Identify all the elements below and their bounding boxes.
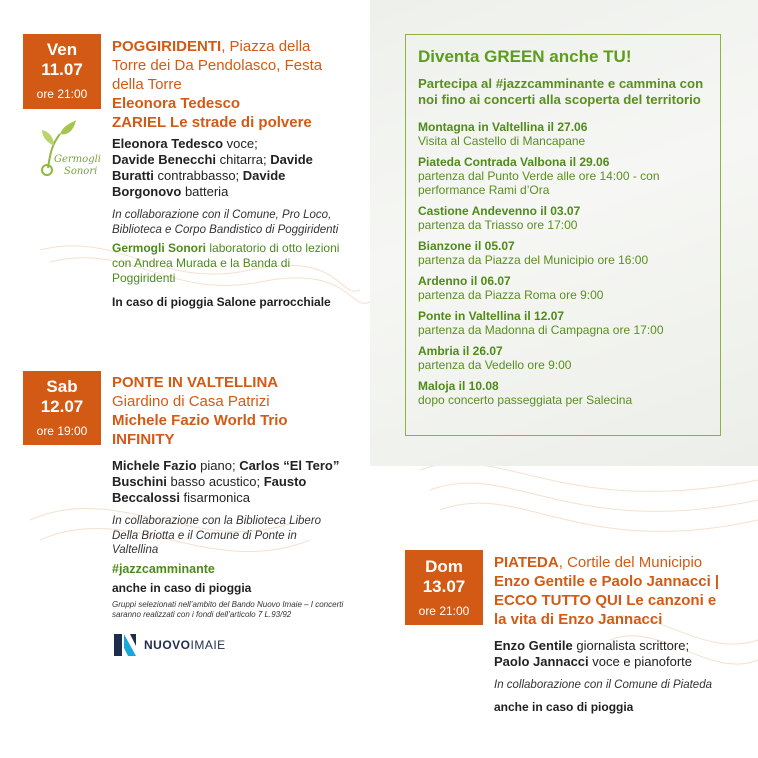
- event-performers: [112, 136, 344, 200]
- walk-place: Ponte in Valtellina il 12.07: [418, 309, 565, 323]
- performer-name: Eleonora Tedesco: [112, 136, 224, 151]
- event-title: Enzo Gentile e Paolo Jannacci | ECCO TUTTO QUI Le canzoni e la vita di Enzo Jannacci: [494, 573, 720, 628]
- walk-desc: Visita al Castello di Mancapane: [418, 134, 586, 148]
- event-venue: Giardino di Casa Patrizi: [112, 393, 270, 410]
- event-town: PIATEDA: [494, 554, 559, 571]
- event-date: 12.07: [40, 397, 84, 416]
- walk-desc: dopo concerto passeggiata per Salecina: [418, 393, 633, 407]
- nuovo-bold: NUOVO: [144, 638, 191, 652]
- performer-name: Fausto Beccalossi: [112, 474, 307, 505]
- walk-place: Montagna in Valtellina il 27.06: [418, 120, 588, 134]
- performer-name: Carlos “El Tero” Buschini: [112, 458, 340, 489]
- walk-desc: partenza da Triasso ore 17:00: [418, 218, 578, 232]
- event-green-note: [112, 241, 344, 286]
- performer-role: voce;: [223, 136, 258, 151]
- performer-name: Enzo Gentile: [494, 638, 573, 653]
- performer-role: giornalista scrittore;: [572, 638, 690, 653]
- performer-name: Michele Fazio: [112, 458, 197, 473]
- event-collaboration: In collaborazione con il Comune, Pro Loco, Biblioteca e Corpo Bandistico di Poggiridenti: [112, 209, 339, 236]
- walk-item: [418, 239, 710, 267]
- event-time: ore 21:00: [418, 604, 470, 618]
- green-box-title: Diventa GREEN anche TU!: [418, 47, 632, 66]
- walk-place: Ambria il 26.07: [418, 344, 503, 358]
- walk-item: [418, 120, 710, 148]
- walk-desc: partenza da Piazza Roma ore 9:00: [418, 288, 604, 302]
- walk-item: [418, 274, 710, 302]
- event-day: Ven: [46, 40, 78, 59]
- germogli-line1: Germogli: [54, 154, 101, 165]
- event-town: POGGIRIDENTI: [112, 38, 222, 55]
- event-date: 11.07: [41, 60, 83, 79]
- event-hashtag: #jazzcamminante: [112, 561, 215, 576]
- green-box-intro: Partecipa al #jazzcamminante e cammina con noi fino ai concerti alla scoperta del territorio: [418, 76, 704, 107]
- event-place: [494, 553, 722, 572]
- event-date: 13.07: [422, 577, 466, 596]
- walk-place: Maloja il 10.08: [418, 379, 499, 393]
- event-funding-note: Gruppi selezionati nell’ambito del Bando Nuovo Imaie – I concerti saranno realizzati con i fondi dell’articolo 7 L.93/92: [112, 599, 344, 619]
- performer-name: Paolo Jannacci: [494, 654, 589, 669]
- walk-desc: partenza da Piazza del Municipio ore 16:00: [418, 253, 649, 267]
- performer-role: chitarra;: [216, 152, 271, 167]
- nuovo-rest: IMAIE: [190, 638, 226, 652]
- walk-desc: partenza dal Punto Verde alle ore 14:00 - con performance Rami d’Ora: [418, 169, 660, 197]
- walk-desc: partenza da Madonna di Campagna ore 17:00: [418, 323, 664, 337]
- walk-item: [418, 204, 710, 232]
- date-badge-event-1: [23, 34, 101, 109]
- event-rain-note: In caso di pioggia Salone parrocchiale: [112, 295, 331, 309]
- event-performers: [112, 458, 344, 506]
- event-venue: , Cortile del Municipio: [558, 554, 703, 571]
- event-2: [112, 373, 344, 620]
- germogli-line2: Sonori: [64, 166, 98, 177]
- event-rain-note: anche in caso di pioggia: [494, 699, 634, 714]
- event-title: Michele Fazio World Trio INFINITY: [112, 412, 288, 448]
- walk-place: Bianzone il 05.07: [418, 239, 515, 253]
- performer-name: Davide Borgonovo: [112, 168, 286, 199]
- event-place: [112, 37, 344, 94]
- event-artist: Eleonora Tedesco: [112, 95, 241, 112]
- nuovo-imaie-mark: [112, 632, 138, 658]
- event-3: [494, 553, 722, 715]
- walk-item: [418, 309, 710, 337]
- event-collaboration: In collaborazione con il Comune di Piateda: [494, 679, 712, 691]
- walk-place: Castione Andevenno il 03.07: [418, 204, 581, 218]
- date-badge-event-2: [23, 371, 101, 445]
- performer-name: Davide Benecchi: [112, 152, 217, 167]
- event-time: ore 19:00: [36, 424, 88, 438]
- event-day: Dom: [425, 557, 463, 576]
- event-place: [112, 373, 344, 392]
- event-town: PONTE IN VALTELLINA: [112, 374, 279, 391]
- event-rain-note: anche in caso di pioggia: [112, 580, 252, 595]
- walk-item: [418, 379, 710, 407]
- walk-list: [418, 120, 710, 407]
- green-initiative-box: [405, 34, 721, 436]
- walk-item: [418, 344, 710, 372]
- performer-role: piano;: [196, 458, 240, 473]
- performer-role: contrabbasso;: [153, 168, 243, 183]
- walk-place: Ardenno il 06.07: [418, 274, 511, 288]
- event-venue: , Piazza della Torre dei Da Pendolasco, Festa della Torre: [112, 38, 323, 93]
- performer-name: Davide Buratti: [112, 152, 313, 183]
- event-1: [112, 37, 344, 310]
- germogli-sonori-logo: [34, 118, 101, 180]
- green-project-name: Germogli Sonori: [112, 241, 207, 255]
- performer-role: batteria: [181, 184, 229, 199]
- performer-role: fisarmonica: [179, 490, 251, 505]
- event-collaboration: In collaborazione con la Biblioteca Libero Della Briotta e il Comune di Ponte in Valtellina: [112, 515, 322, 556]
- event-day: Sab: [46, 377, 78, 396]
- nuovo-imaie-logo: [112, 632, 226, 658]
- event-title: ZARIEL Le strade di polvere: [112, 114, 312, 131]
- walk-desc: partenza da Vedello ore 9:00: [418, 358, 572, 372]
- green-project-desc: laboratorio di otto lezioni con Andrea Murada e la Banda di Poggiridenti: [112, 241, 340, 285]
- performer-role: voce e pianoforte: [588, 654, 693, 669]
- event-performers: [494, 638, 722, 670]
- walk-place: Piateda Contrada Valbona il 29.06: [418, 155, 610, 169]
- walk-item: [418, 155, 710, 197]
- performer-role: basso acustico;: [166, 474, 264, 489]
- event-time: ore 21:00: [36, 87, 88, 101]
- date-badge-event-3: [405, 550, 483, 625]
- nuovo-imaie-wordmark: [144, 638, 226, 652]
